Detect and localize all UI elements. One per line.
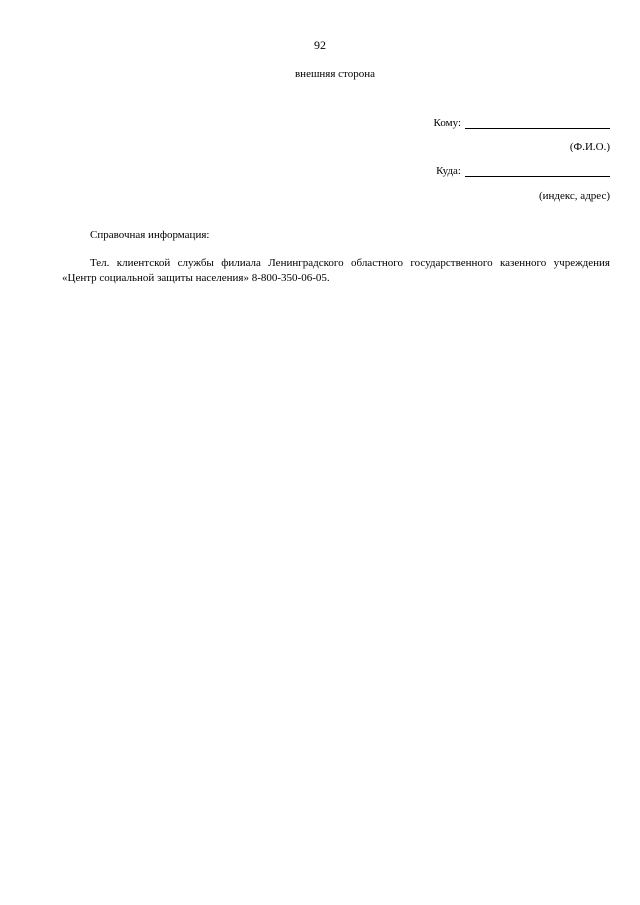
page-number: 92 [314,38,326,52]
info-body: Тел. клиентской службы филиала Ленинградского областного государственного казенного учреждения «Центр социальной защиты населения» 8-800-350-06-05. [62,257,610,284]
side-label: внешняя сторона [294,68,375,80]
recipient-name-line [434,117,610,129]
recipient-name-hint: (Ф.И.О.) [569,141,610,153]
info-heading: Справочная информация: [90,229,210,241]
recipient-address-hint: (индекс, адрес) [538,190,610,202]
address-label: Куда: [436,165,461,177]
recipient-address-blank [465,165,610,177]
recipient-name-blank [465,117,610,129]
recipient-label: Кому: [433,117,461,129]
recipient-address-line [436,165,610,177]
